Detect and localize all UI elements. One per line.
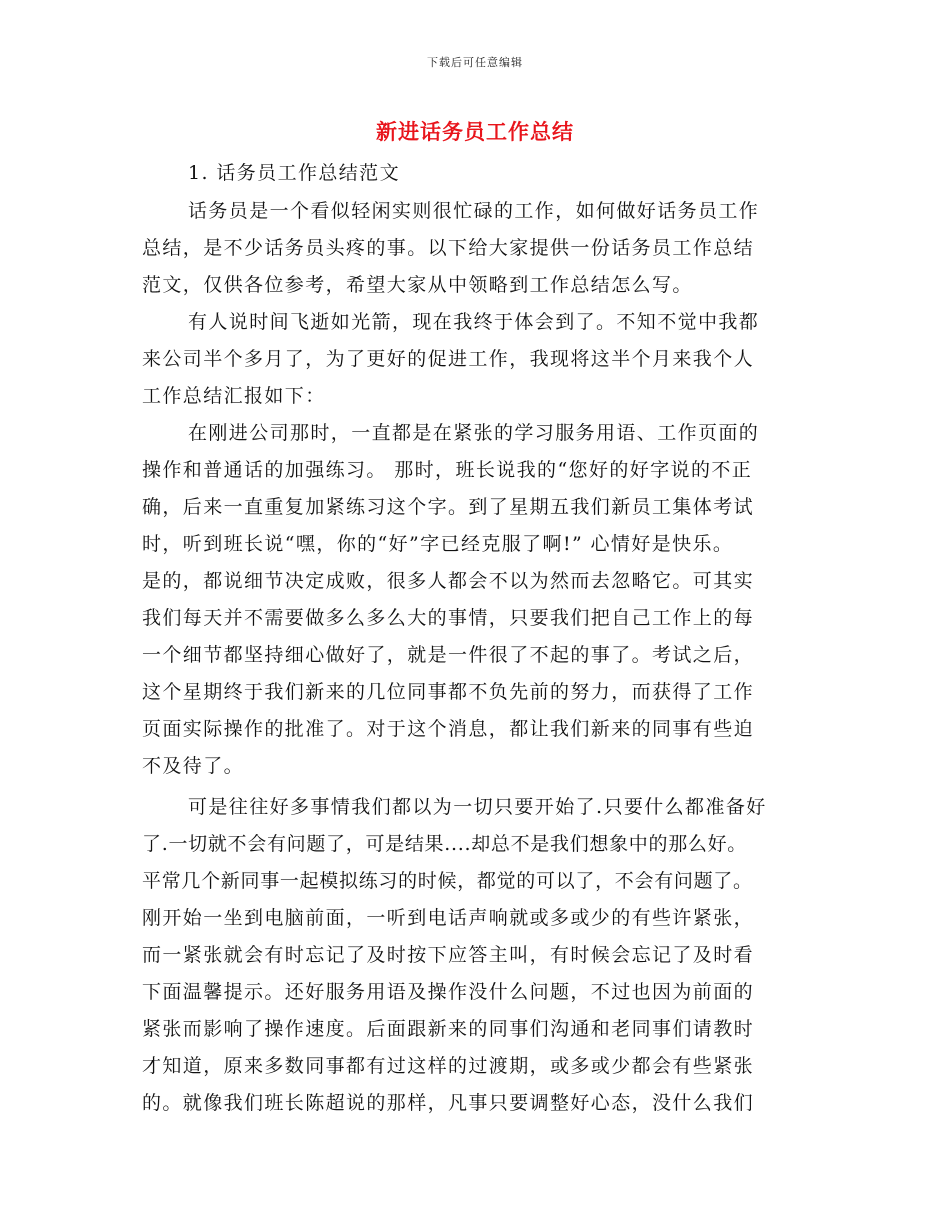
paragraph-4-line-2: 了.一切就不会有问题了，可是结果....却总不是我们想象中的那么好。 xyxy=(142,833,747,855)
paragraph-1-line-2: 总结，是不少话务员头疼的事。以下给大家提供一份话务员工作总结 xyxy=(142,237,755,259)
header-note: 下载后可任意编辑 xyxy=(427,56,523,69)
paragraph-2-line-1: 有人说时间飞逝如光箭，现在我终于体会到了。不知不觉中我都 xyxy=(188,311,760,333)
paragraph-2-line-2: 来公司半个多月了，为了更好的促进工作，我现将这半个月来我个人 xyxy=(142,348,755,370)
paragraph-3-line-6: 我们每天并不需要做多么多么大的事情，只要我们把自己工作上的每 xyxy=(142,607,755,629)
paragraph-4-line-9: 的。就像我们班长陈超说的那样，凡事只要调整好心态，没什么我们 xyxy=(142,1092,755,1114)
paragraph-4-line-6: 下面温馨提示。还好服务用语及操作没什么问题，不过也因为前面的 xyxy=(142,981,755,1003)
paragraph-4-line-3: 平常几个新同事一起模拟练习的时候，都觉的可以了，不会有问题了。 xyxy=(142,870,753,892)
document-title: 新进话务员工作总结 xyxy=(376,119,574,144)
paragraph-4-line-1: 可是往往好多事情我们都以为一切只要开始了.只要什么都准备好 xyxy=(188,796,767,818)
paragraph-1-line-1: 话务员是一个看似轻闲实则很忙碌的工作，如何做好话务员工作 xyxy=(188,200,760,222)
paragraph-1-line-3: 范文，仅供各位参考，希望大家从中领略到工作总结怎么写。 xyxy=(142,274,693,296)
section-heading: 1. 话务员工作总结范文 xyxy=(188,162,400,184)
paragraph-3-line-1: 在刚进公司那时，一直都是在紧张的学习服务用语、工作页面的 xyxy=(188,422,760,444)
paragraph-4-line-7: 紧张而影响了操作速度。后面跟新来的同事们沟通和老同事们请教时 xyxy=(142,1018,755,1040)
paragraph-3-line-3: 确，后来一直重复加紧练习这个字。到了星期五我们新员工集体考试 xyxy=(142,496,755,518)
paragraph-3-line-9: 页面实际操作的批准了。对于这个消息，都让我们新来的同事有些迫 xyxy=(142,718,755,740)
paragraph-3-line-2: 操作和普通话的加强练习。 那时，班长说我的“您好的好字说的不正 xyxy=(142,459,753,481)
paragraph-4-line-5: 而一紧张就会有时忘记了及时按下应答主叫，有时候会忘记了及时看 xyxy=(142,944,755,966)
paragraph-4-line-8: 才知道，原来多数同事都有过这样的过渡期，或多或少都会有些紧张 xyxy=(142,1055,755,1077)
paragraph-3-line-5: 是的，都说细节决定成败，很多人都会不以为然而去忽略它。可其实 xyxy=(142,570,755,592)
paragraph-4-line-4: 刚开始一坐到电脑前面，一听到电话声响就或多或少的有些许紧张， xyxy=(142,907,755,929)
paragraph-3-line-8: 这个星期终于我们新来的几位同事都不负先前的努力，而获得了工作 xyxy=(142,681,755,703)
paragraph-3-line-7: 一个细节都坚持细心做好了，就是一件很了不起的事了。考试之后， xyxy=(142,644,755,666)
paragraph-3-line-10: 不及待了。 xyxy=(142,755,245,777)
paragraph-3-line-4: 时，听到班长说“嘿，你的“好”字已经克服了啊!” 心情好是快乐。 xyxy=(142,533,734,555)
paragraph-2-line-3: 工作总结汇报如下： xyxy=(142,385,326,407)
